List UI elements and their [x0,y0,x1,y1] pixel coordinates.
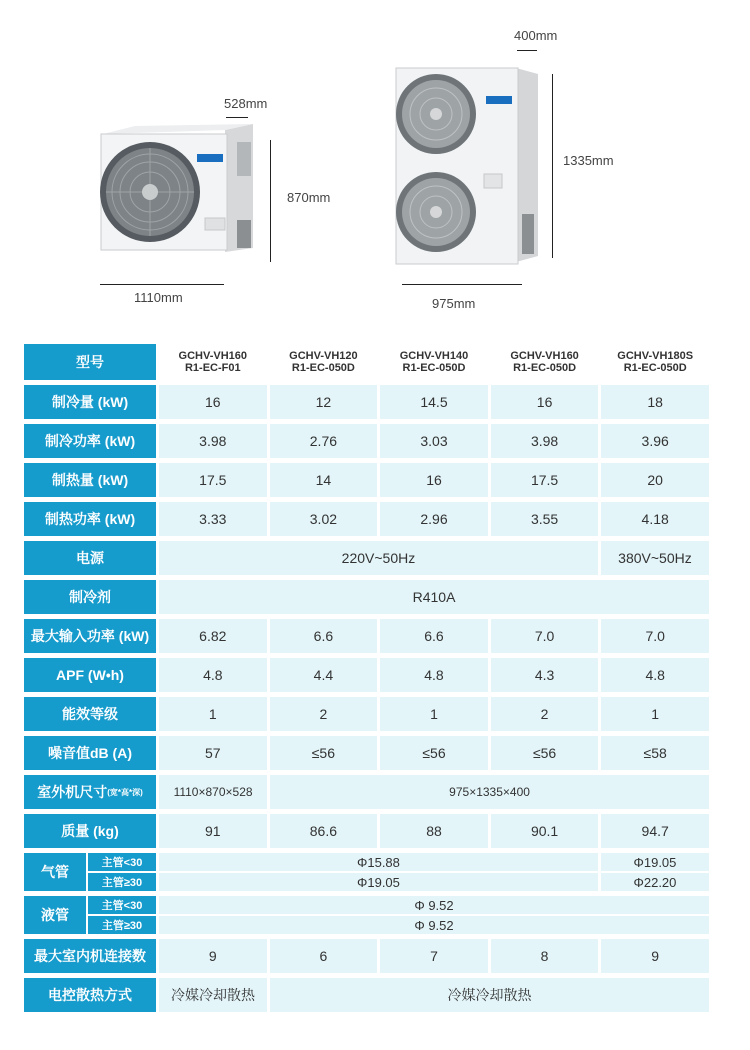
table-cell: 6.6 [270,619,378,653]
table-cell: 3.33 [159,502,267,536]
table-cell: 冷媒冷却散热 [159,978,267,1012]
row-label: 电控散热方式 [24,978,156,1012]
table-cell: 1 [601,697,709,731]
row-max-input [24,619,709,653]
table-cell: 9 [159,939,267,973]
table-cell: 4.18 [601,502,709,536]
unit2-depth-label: 400mm [514,28,558,43]
table-cell: 2.96 [380,502,488,536]
row-heating-power [24,502,709,536]
table-cell: 冷媒冷却散热 [270,978,709,1012]
unit1-depth-label: 528mm [224,96,268,111]
table-cell: 7.0 [601,619,709,653]
table-cell: 3.02 [270,502,378,536]
table-cell: 3.98 [159,424,267,458]
table-cell: 14.5 [380,385,488,419]
table-cell: 20 [601,463,709,497]
row-apf [24,658,709,692]
row-label: 能效等级 [24,697,156,731]
model-2: GCHV-VH120 R1-EC-050D [270,344,378,380]
sub-label: 主管<30 [86,853,156,871]
sub-label: 主管≥30 [86,914,156,934]
row-label: 制冷量 (kW) [24,385,156,419]
unit1-width-label: 1110mm [134,290,183,305]
sub-label: 主管≥30 [86,871,156,891]
table-cell: 88 [380,814,488,848]
table-cell: 4.8 [380,658,488,692]
table-cell: 220V~50Hz [159,541,598,575]
row-label: 质量 (kg) [24,814,156,848]
table-cell: 16 [491,385,599,419]
table-cell: ≤56 [380,736,488,770]
row-power-supply [24,541,709,575]
unit2-width-line [402,284,522,285]
row-label: 制冷剂 [24,580,156,614]
row-label: 噪音值dB (A) [24,736,156,770]
sub-label: 主管<30 [86,896,156,914]
unit1-height-label: 870mm [287,190,331,205]
table-cell: ≤56 [491,736,599,770]
unit1-height-line [270,140,271,262]
row-gas-pipe [24,853,709,891]
row-label: 室外机尺寸 (宽*高*深) [24,775,156,809]
table-cell: 380V~50Hz [601,541,709,575]
table-cell: 8 [491,939,599,973]
table-cell: 4.8 [159,658,267,692]
table-cell: Φ19.05 [601,853,709,871]
unit2-depth-line [517,50,537,51]
table-cell: 6.82 [159,619,267,653]
table-cell: R410A [159,580,709,614]
table-cell: 3.03 [380,424,488,458]
row-label: 最大输入功率 (kW) [24,619,156,653]
table-cell: 12 [270,385,378,419]
table-cell: 1 [159,697,267,731]
table-cell: 1110×870×528 [159,775,267,809]
unit2-height-label: 1335mm [563,153,614,168]
table-cell: 4.4 [270,658,378,692]
table-cell: 7.0 [491,619,599,653]
row-noise [24,736,709,770]
row-label: 气管 [24,853,86,891]
row-label: 制热量 (kW) [24,463,156,497]
unit1-width-line [100,284,224,285]
table-cell: ≤56 [270,736,378,770]
row-label: APF (W•h) [24,658,156,692]
table-cell: 3.96 [601,424,709,458]
table-cell: 3.98 [491,424,599,458]
model-5: GCHV-VH180S R1-EC-050D [601,344,709,380]
row-liquid-pipe [24,896,709,934]
unit1-depth-line [226,117,248,118]
row-max-indoor-units [24,939,709,973]
table-cell: 3.55 [491,502,599,536]
table-cell: 16 [380,463,488,497]
row-cooling-method [24,978,709,1012]
row-cooling-power [24,424,709,458]
spec-table [24,344,709,1017]
row-label: 制热功率 (kW) [24,502,156,536]
row-refrigerant [24,580,709,614]
table-cell: 1 [380,697,488,731]
table-cell: 91 [159,814,267,848]
table-cell: 4.8 [601,658,709,692]
row-weight [24,814,709,848]
model-1: GCHV-VH160 R1-EC-F01 [159,344,267,380]
table-cell: 17.5 [491,463,599,497]
table-cell: 7 [380,939,488,973]
table-cell: 2.76 [270,424,378,458]
row-cooling-capacity [24,385,709,419]
table-cell: 6.6 [380,619,488,653]
table-cell: Φ15.88 [159,853,598,871]
table-cell: Φ 9.52 [159,896,709,914]
row-label: 最大室内机连接数 [24,939,156,973]
row-label: 电源 [24,541,156,575]
table-cell: Φ19.05 [159,873,598,891]
table-cell: 2 [491,697,599,731]
table-cell: 94.7 [601,814,709,848]
header-row [24,344,709,380]
table-cell: 90.1 [491,814,599,848]
row-label: 液管 [24,896,86,934]
table-cell: Φ 9.52 [159,916,709,934]
table-cell: 14 [270,463,378,497]
table-cell: Φ22.20 [601,873,709,891]
table-cell: 4.3 [491,658,599,692]
table-cell: 57 [159,736,267,770]
table-cell: 18 [601,385,709,419]
row-label-model: 型号 [24,344,156,380]
table-cell: 17.5 [159,463,267,497]
unit2-height-line [552,74,553,258]
row-outdoor-size [24,775,709,809]
table-cell: 9 [601,939,709,973]
table-cell: 6 [270,939,378,973]
row-efficiency-grade [24,697,709,731]
model-4: GCHV-VH160 R1-EC-050D [491,344,599,380]
table-cell: 975×1335×400 [270,775,709,809]
row-heating-capacity [24,463,709,497]
table-cell: 16 [159,385,267,419]
table-cell: 86.6 [270,814,378,848]
table-cell: ≤58 [601,736,709,770]
model-3: GCHV-VH140 R1-EC-050D [380,344,488,380]
unit2-width-label: 975mm [432,296,476,311]
table-cell: 2 [270,697,378,731]
row-label: 制冷功率 (kW) [24,424,156,458]
